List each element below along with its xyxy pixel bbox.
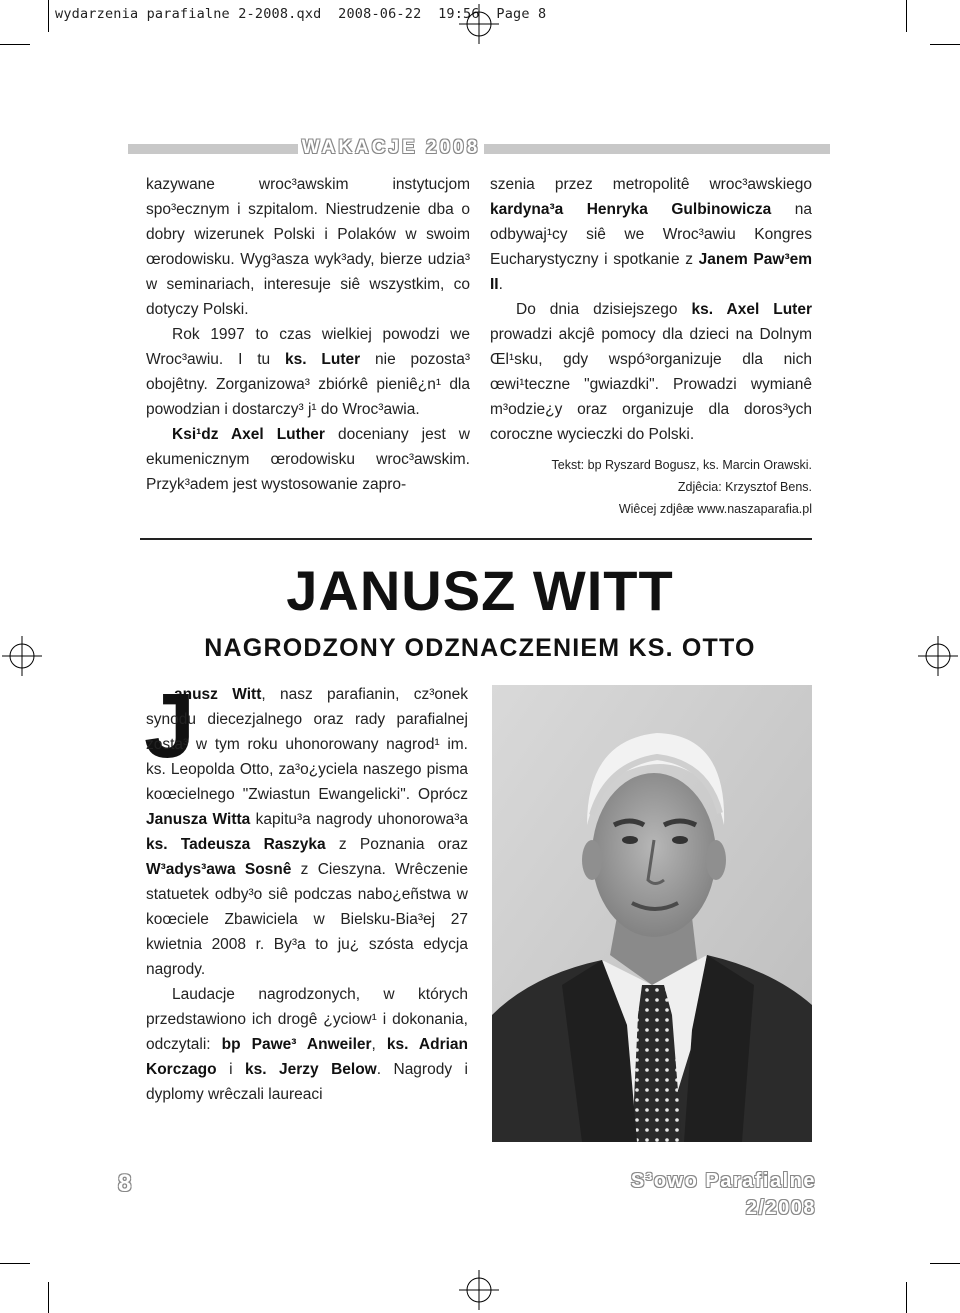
header-band-left bbox=[128, 144, 298, 154]
photo-credits bbox=[490, 454, 812, 520]
article-subheadline: NAGRODZONY ODZNACZENIEM KS. OTTO bbox=[204, 634, 756, 662]
text-column-right bbox=[490, 172, 812, 447]
article-headline: JANUSZ WITT bbox=[286, 559, 674, 622]
file-slug: wydarzenia parafialne 2-2008.qxd 2008-06-22 19:56 Page 8 bbox=[55, 6, 547, 22]
crop-mark bbox=[906, 1282, 907, 1313]
paragraph: kazywane wroc³awskim instytucjom spo³ecznym i szpitalom. Niestrudzenie dba o dobry wizerunek Polski i Polaków w swoim œrodowisku. Wyg³asza wyk³ady, bierze udzia³ w seminariach, interesuje siê wszystkim, co dotyczy Polski. bbox=[146, 176, 470, 318]
section-divider bbox=[140, 538, 812, 540]
section-label: WAKACJE 2008 bbox=[300, 135, 482, 161]
paragraph: anusz Witt, nasz parafianin, cz³onek synodu diecezjalnego oraz rady parafialnej zosta³ w tym roku uhonorowany nagrod¹ im. ks. Leopolda Otto, za³o¿yciela naszego pisma koœcielnego "Zwiastun Ewangelicki". Oprócz Janusza Witta kapitu³a nagrody uhonorowa³a ks. Tadeusza Raszyka z Poznania oraz W³adys³awa Sosnê z Cieszyna. Wrêczenie statuetek odby³o siê podczas nabo¿eñstwa w koœciele Zbawiciela w Bielsku-Bia³ej 27 kwietnia 2008 r. By³a to ju¿ szósta edycja nagrody. bbox=[146, 686, 469, 978]
header-band-right bbox=[484, 144, 830, 154]
credit-line: Wiêcej zdjêæ www.naszaparafia.pl bbox=[618, 502, 812, 516]
crop-mark bbox=[930, 1263, 960, 1264]
masthead-title: S³owo Parafialne bbox=[630, 1170, 816, 1192]
page-number: 8 bbox=[118, 1170, 132, 1197]
registration-mark-icon bbox=[459, 4, 499, 44]
credit-line: Zdjêcia: Krzysztof Bens. bbox=[677, 480, 812, 494]
paragraph: Do dnia dzisiejszego ks. Axel Luter prowadzi akcjê pomocy dla dzieci na Dolnym Œl¹sku, gdy wspó³organizuje dla nich œwi¹teczne "gwiazdki". Prowadzi wymianê m³odzie¿y oraz organizuje dla doros³ych coroczne wycieczki do Polski. bbox=[490, 301, 812, 443]
paragraph: Rok 1997 to czas wielkiej powodzi we Wroc³awiu. I tu ks. Luter nie pozosta³ obojêtny. Zorganizowa³ zbiórkê pieniê¿n¹ dla powodzian i dostarczy³ j¹ do Wroc³awia. bbox=[146, 326, 471, 418]
masthead bbox=[560, 1168, 816, 1222]
crop-mark bbox=[48, 1282, 49, 1313]
credit-line: Tekst: bp Ryszard Bogusz, ks. Marcin Orawski. bbox=[551, 458, 812, 472]
crop-mark bbox=[0, 1263, 30, 1264]
crop-mark bbox=[906, 0, 907, 32]
crop-mark bbox=[48, 0, 49, 32]
paragraph: szenia przez metropolitê wroc³awskiego kardyna³a Henryka Gulbinowicza na odbywaj¹cy siê we Wroc³awiu Kongres Eucharystyczny i spotkanie z Janem Paw³em II. bbox=[490, 176, 813, 293]
registration-mark-icon bbox=[459, 1270, 499, 1310]
paragraph: Laudacje nagrodzonych, w których przedstawiono ich drogê ¿yciow¹ i dokonania, odczytali: bp Pawe³ Anweiler, ks. Adrian Korczago i ks. Jerzy Below. Nagrody i dyplomy wrêczali laureaci bbox=[146, 986, 468, 1103]
masthead-issue: 2/2008 bbox=[745, 1197, 816, 1219]
portrait-photo bbox=[492, 685, 812, 1142]
crop-mark bbox=[930, 44, 960, 45]
article-body bbox=[144, 675, 469, 1107]
text-column-left bbox=[146, 172, 470, 497]
crop-mark bbox=[0, 44, 30, 45]
drop-cap: J bbox=[144, 675, 196, 777]
paragraph: Ksi¹dz Axel Luther doceniany jest w ekumenicznym œrodowisku wroc³awskim. Przyk³adem jest wystosowanie zapro- bbox=[146, 426, 470, 493]
